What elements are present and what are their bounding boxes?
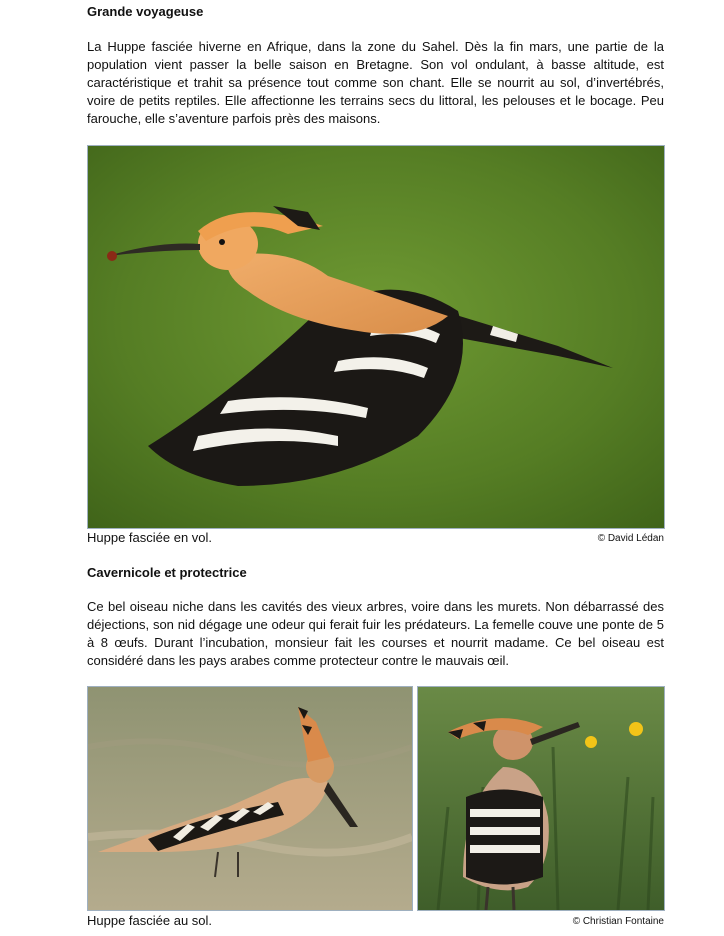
hoopoe-ground-photo-right: [417, 686, 665, 911]
hoopoe-flight-photo: [87, 145, 665, 529]
section-paragraph-1: La Huppe fasciée hiverne en Afrique, dans la zone du Sahel. Dès la fin mars, une partie de la population vient passer la belle saison en Bretagne. Son vol ondulant, à basse altitude, est caractéristique et trahit sa présence tout comme son chant. Elle se nourrit au sol, d’invertébrés, voire de petits reptiles. Elle affectionne les terrains secs du littoral, les pelouses et le bocage. Peu farouche, elle s’aventure parfois près des maisons.: [87, 39, 664, 126]
section-paragraph-2: Ce bel oiseau niche dans les cavités des vieux arbres, voire dans les murets. Non débarrassé des déjections, son nid dégage une odeur qui ferait fuir les prédateurs. La femelle couve une ponte de 5 à 8 œufs. Durant l’incubation, monsieur fait les courses et nourrit madame. Ce bel oiseau est considéré dans les pays arabes comme protecteur contre le mauvais œil.: [87, 599, 664, 668]
hoopoe-ground-photo-left: [87, 686, 413, 911]
section-heading-grande-voyageuse: Grande voyageuse: [87, 4, 204, 19]
photo-caption-2: Huppe fasciée au sol.: [87, 913, 213, 928]
section-heading-cavernicole: Cavernicole et protectrice: [87, 565, 247, 580]
photo-credit-1: © David Lédan: [597, 533, 664, 544]
photo-caption-1: Huppe fasciée en vol.: [87, 530, 213, 545]
photo-credit-2: © Christian Fontaine: [572, 916, 664, 927]
